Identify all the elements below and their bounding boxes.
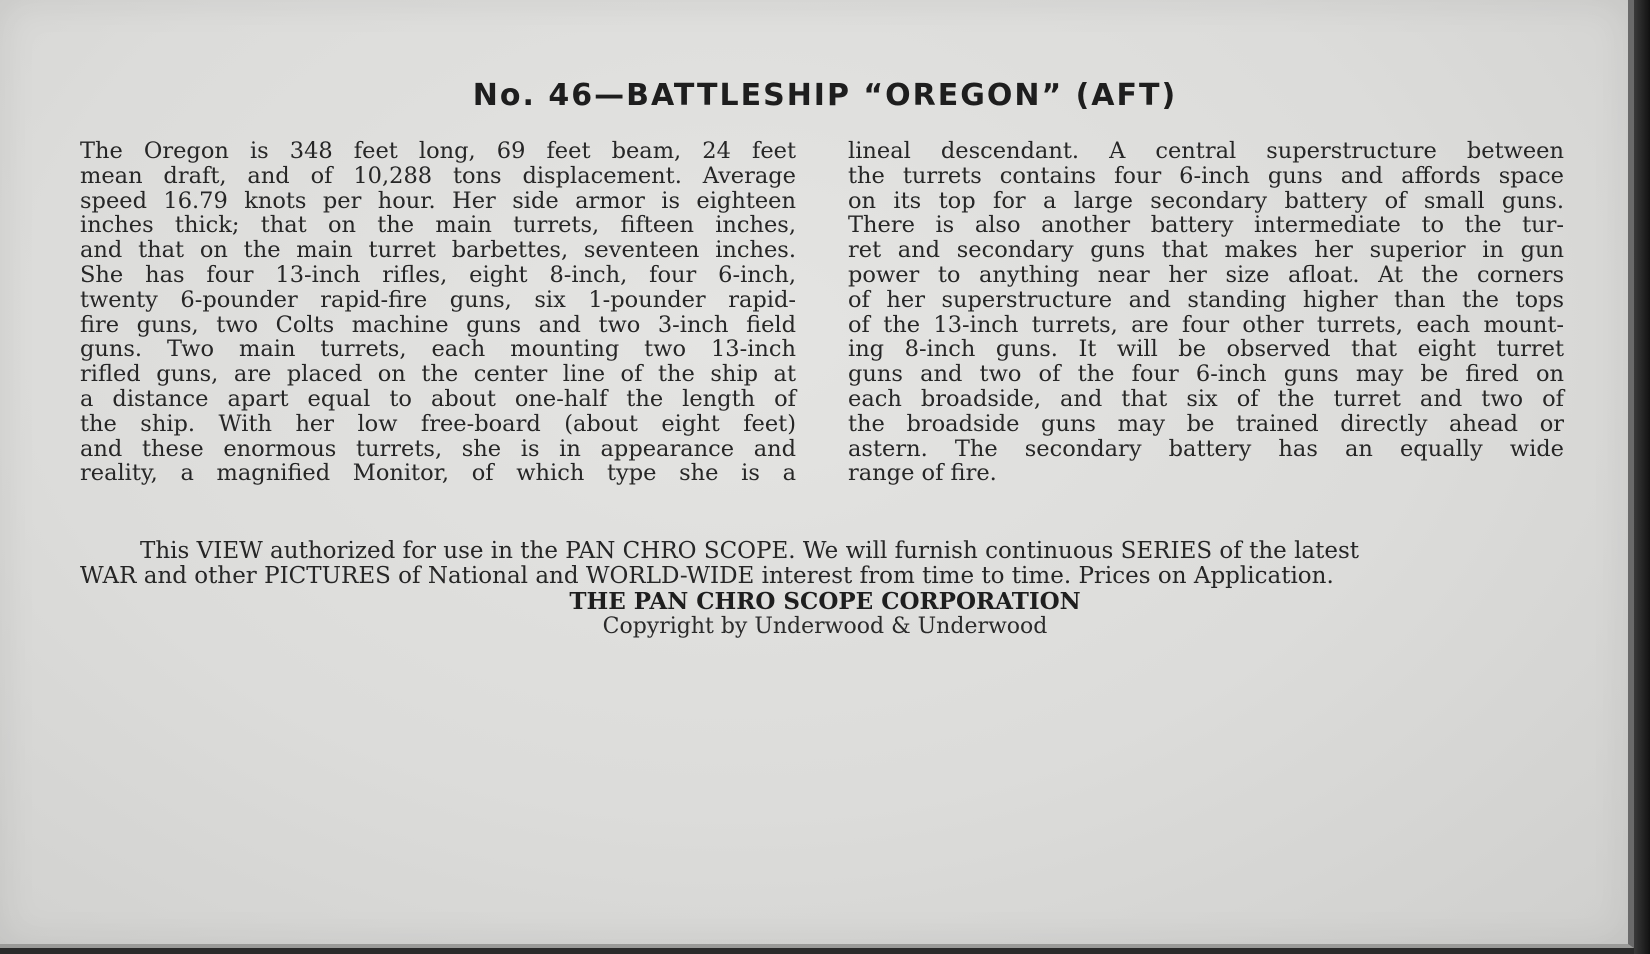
- text-line: guns and two of the four 6-inch guns may be fired on: [848, 361, 1564, 388]
- text-line: ing 8-inch guns. It will be observed that eight turret: [848, 336, 1564, 363]
- text-line: guns. Two main turrets, each mounting two 13-inch: [80, 336, 796, 363]
- text-line: rifled guns, are placed on the center line of the ship at: [80, 361, 796, 388]
- text-line: fire guns, two Colts machine guns and two 3-inch field: [80, 311, 796, 338]
- text-line: range of fire.: [848, 460, 997, 487]
- text-line: inches thick; that on the main turrets, fifteen inches,: [80, 212, 796, 239]
- text-line: There is also another battery intermediate to the tur-: [848, 212, 1564, 239]
- text-line: of her superstructure and standing higher than the tops: [848, 286, 1564, 313]
- text-line: She has four 13-inch rifles, eight 8-inch, four 6-inch,: [80, 261, 796, 288]
- text-line: reality, a magnified Monitor, of which type she is a: [80, 460, 796, 487]
- text-line: the ship. With her low free-board (about eight feet): [80, 410, 796, 437]
- card-edge-shadow: [1634, 0, 1650, 954]
- text-line: on its top for a large secondary battery of small guns.: [848, 187, 1564, 214]
- text-line: twenty 6-pounder rapid-fire guns, six 1-pounder rapid-: [80, 286, 796, 313]
- text-line: of the 13-inch turrets, are four other turrets, each mount-: [848, 311, 1564, 338]
- text-line: a distance apart equal to about one-half the length of: [80, 385, 796, 412]
- text-line: astern. The secondary battery has an equally wide: [848, 435, 1564, 462]
- text-line: and these enormous turrets, she is in appearance and: [80, 435, 796, 462]
- text-line: lineal descendant. A central superstructure between: [848, 138, 1564, 164]
- text-line: power to anything near her size afloat. At the corners: [848, 261, 1564, 288]
- description-left-column: [80, 139, 796, 486]
- text-line: The Oregon is 348 feet long, 69 feet beam, 24 feet: [80, 138, 796, 164]
- card-title: No. 46—BATTLESHIP “OREGON” (AFT): [472, 78, 1178, 113]
- authorization-notice-line-2: WAR and other PICTURES of National and WORLD-WIDE interest from time to time. Prices on Application.: [80, 563, 1334, 589]
- text-line: each broadside, and that six of the turret and two of: [848, 385, 1564, 412]
- text-line: and that on the main turret barbettes, seventeen inches.: [80, 237, 796, 264]
- corporation-name: THE PAN CHRO SCOPE CORPORATION: [569, 588, 1081, 615]
- text-line: ret and secondary guns that makes her superior in gun: [848, 237, 1564, 264]
- text-line: the turrets contains four 6-inch guns and affords space: [848, 162, 1564, 189]
- authorization-notice-line-1: This VIEW authorized for use in the PAN CHRO SCOPE. We will furnish continuous SERIES of the latest: [140, 538, 1360, 564]
- text-line: the broadside guns may be trained directly ahead or: [848, 410, 1564, 437]
- copyright-line: Copyright by Underwood & Underwood: [602, 614, 1048, 639]
- text-line: mean draft, and of 10,288 tons displacement. Average: [80, 162, 796, 189]
- description-right-column: [848, 139, 1564, 486]
- text-line: speed 16.79 knots per hour. Her side armor is eighteen: [80, 187, 796, 214]
